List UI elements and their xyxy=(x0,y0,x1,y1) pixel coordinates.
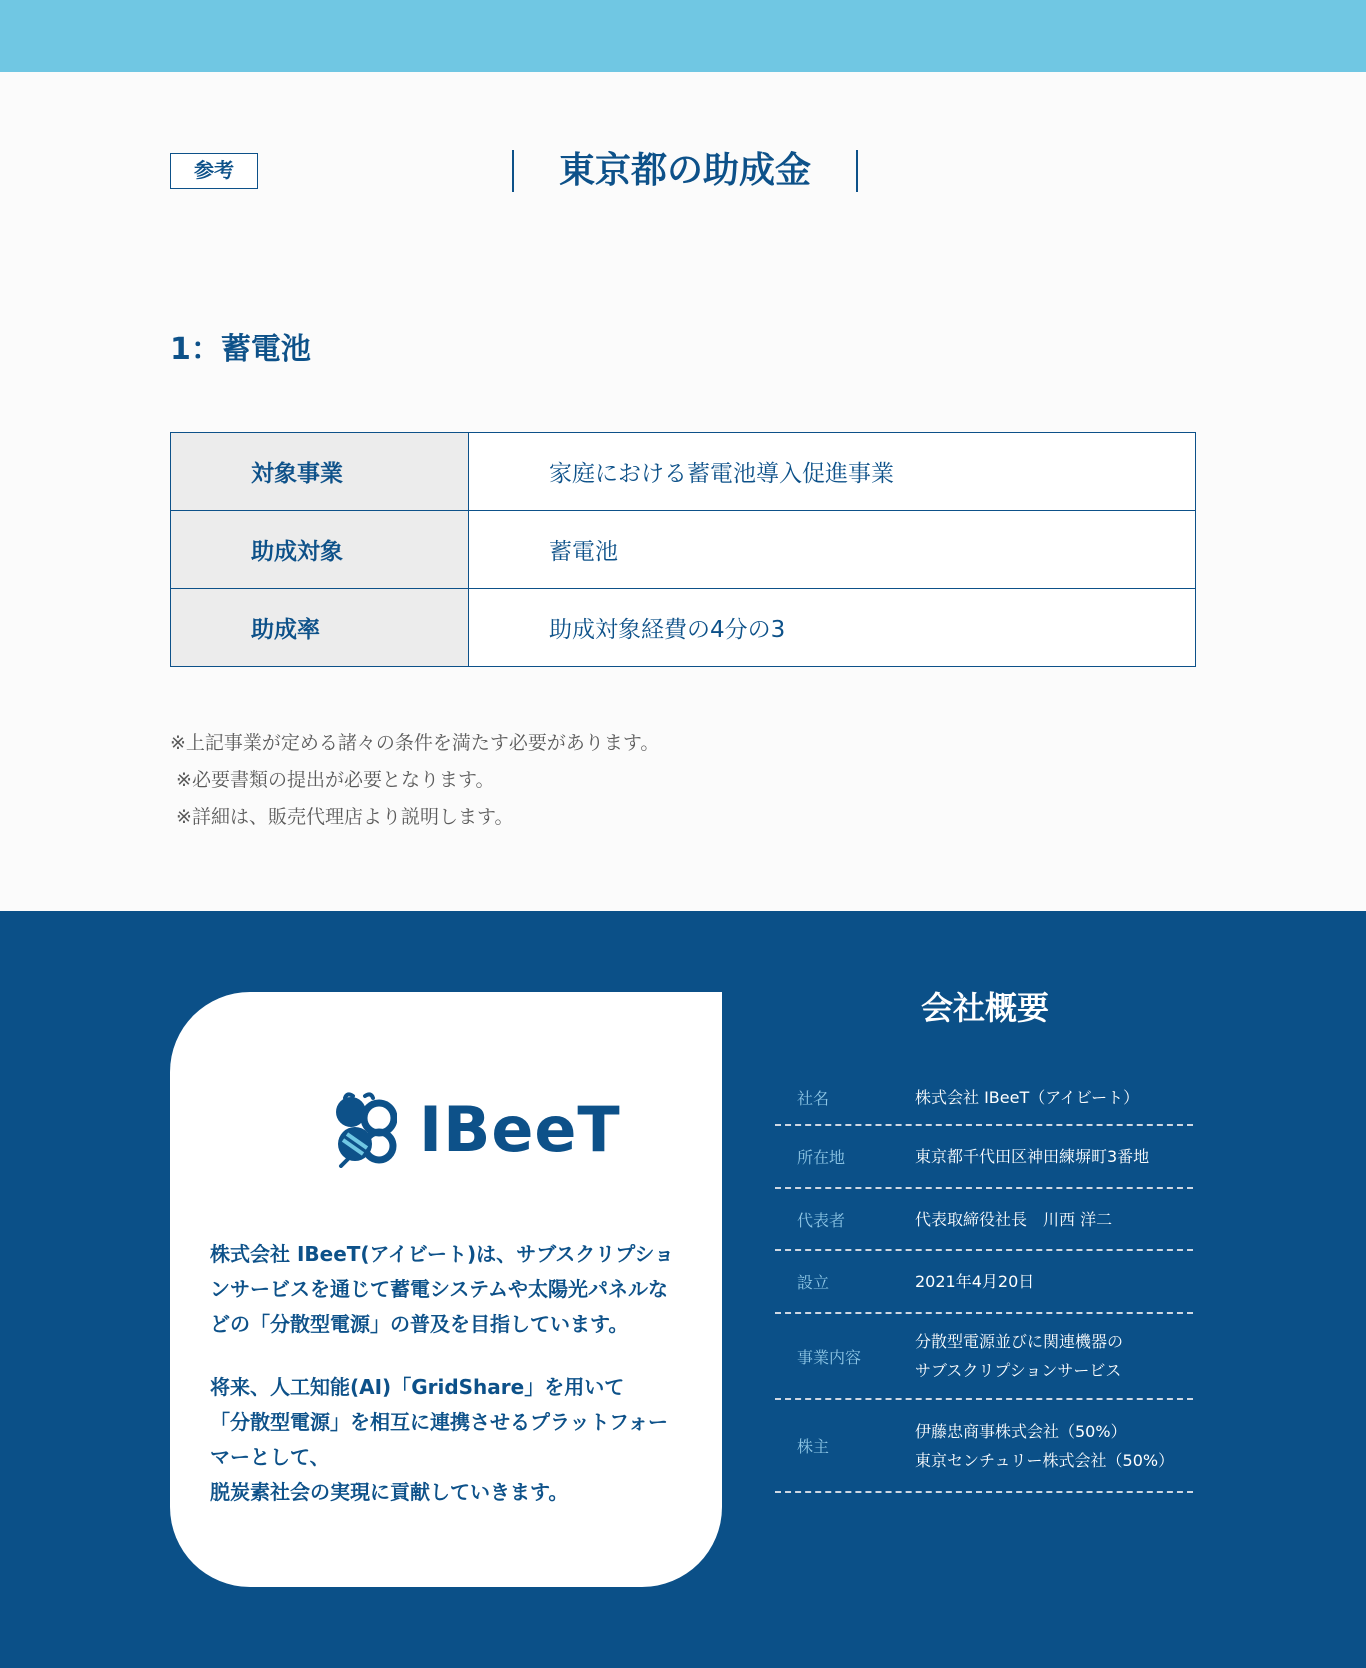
overview-label: 株主 xyxy=(797,1437,830,1456)
row-label: 助成対象 xyxy=(171,511,469,589)
overview-row xyxy=(775,1314,1193,1400)
overview-value-line: 東京都千代田区神田練塀町3番地 xyxy=(915,1147,1150,1166)
overview-value xyxy=(915,1083,1139,1112)
overview-value-line: 2021年4月20日 xyxy=(915,1272,1035,1291)
description-line: マーとして、 xyxy=(210,1445,330,1469)
row-label: 対象事業 xyxy=(171,433,469,511)
description-line: 将来、人工知能(AI)「GridShare」を用いて xyxy=(210,1375,625,1399)
overview-value-line: 株式会社 IBeeT（アイビート） xyxy=(915,1087,1140,1107)
overview-row xyxy=(775,1251,1193,1314)
table-row xyxy=(171,433,1196,511)
note-line: ※必要書類の提出が必要となります。 xyxy=(170,769,495,791)
overview-label: 社名 xyxy=(797,1088,830,1108)
row-value: 蓄電池 xyxy=(469,511,1196,589)
description-line: 脱炭素社会の実現に貢献していきます。 xyxy=(210,1480,569,1504)
overview-value-line: 代表取締役社長 川西 洋二 xyxy=(915,1209,1113,1229)
bee-icon xyxy=(333,1092,397,1168)
description-line: 株式会社 IBeeT(アイビート)は、サブスクリプショ xyxy=(210,1242,675,1266)
company-overview-title: 会社概要 xyxy=(920,989,1049,1027)
overview-value-line: 伊藤忠商事株式会社（50%） xyxy=(915,1421,1127,1441)
overview-value-line: 分散型電源並びに関連機器の xyxy=(915,1332,1124,1351)
note-line: ※詳細は、販売代理店より説明します。 xyxy=(170,806,514,828)
overview-value-line: 東京センチュリー株式会社（50%） xyxy=(915,1450,1175,1470)
ibeet-logo xyxy=(333,1092,621,1168)
overview-row xyxy=(775,1189,1193,1251)
company-overview-list xyxy=(775,1070,1193,1493)
battery-heading: 1：蓄電池 xyxy=(170,332,311,367)
page-title: 東京都の助成金 xyxy=(512,150,858,192)
company-description xyxy=(210,1237,690,1538)
company-card xyxy=(170,992,722,1587)
overview-value xyxy=(915,1417,1174,1475)
overview-row xyxy=(775,1400,1193,1493)
description-line: どの「分散型電源」の普及を目指しています。 xyxy=(210,1312,629,1336)
overview-label: 設立 xyxy=(797,1273,830,1292)
description-line: 「分散型電源」を相互に連携させるプラットフォー xyxy=(210,1410,668,1434)
overview-row xyxy=(775,1126,1193,1189)
overview-value xyxy=(915,1205,1112,1234)
overview-value xyxy=(915,1142,1149,1171)
overview-value xyxy=(915,1267,1034,1296)
top-accent-bar xyxy=(0,0,1366,72)
row-label: 助成率 xyxy=(171,589,469,667)
overview-label: 所在地 xyxy=(797,1148,846,1167)
table-row xyxy=(171,589,1196,667)
logo-wordmark: IBeeT xyxy=(419,1093,621,1166)
overview-value-line: サブスクリプションサービス xyxy=(915,1361,1122,1380)
row-value: 家庭における蓄電池導入促進事業 xyxy=(469,433,1196,511)
description-line: ンサービスを通じて蓄電システムや太陽光パネルな xyxy=(210,1277,668,1301)
overview-row xyxy=(775,1070,1193,1126)
table-row xyxy=(171,511,1196,589)
overview-label: 代表者 xyxy=(797,1210,846,1230)
description-paragraph xyxy=(210,1370,690,1510)
note-line: ※上記事業が定める諸々の条件を満たす必要があります。 xyxy=(170,732,660,754)
row-value: 助成対象経費の4分の3 xyxy=(469,589,1196,667)
overview-value xyxy=(915,1327,1123,1385)
subsidy-table xyxy=(170,432,1196,667)
notes xyxy=(170,725,659,836)
overview-label: 事業内容 xyxy=(797,1347,862,1367)
description-paragraph xyxy=(210,1237,690,1342)
reference-badge: 参考 xyxy=(170,153,258,189)
